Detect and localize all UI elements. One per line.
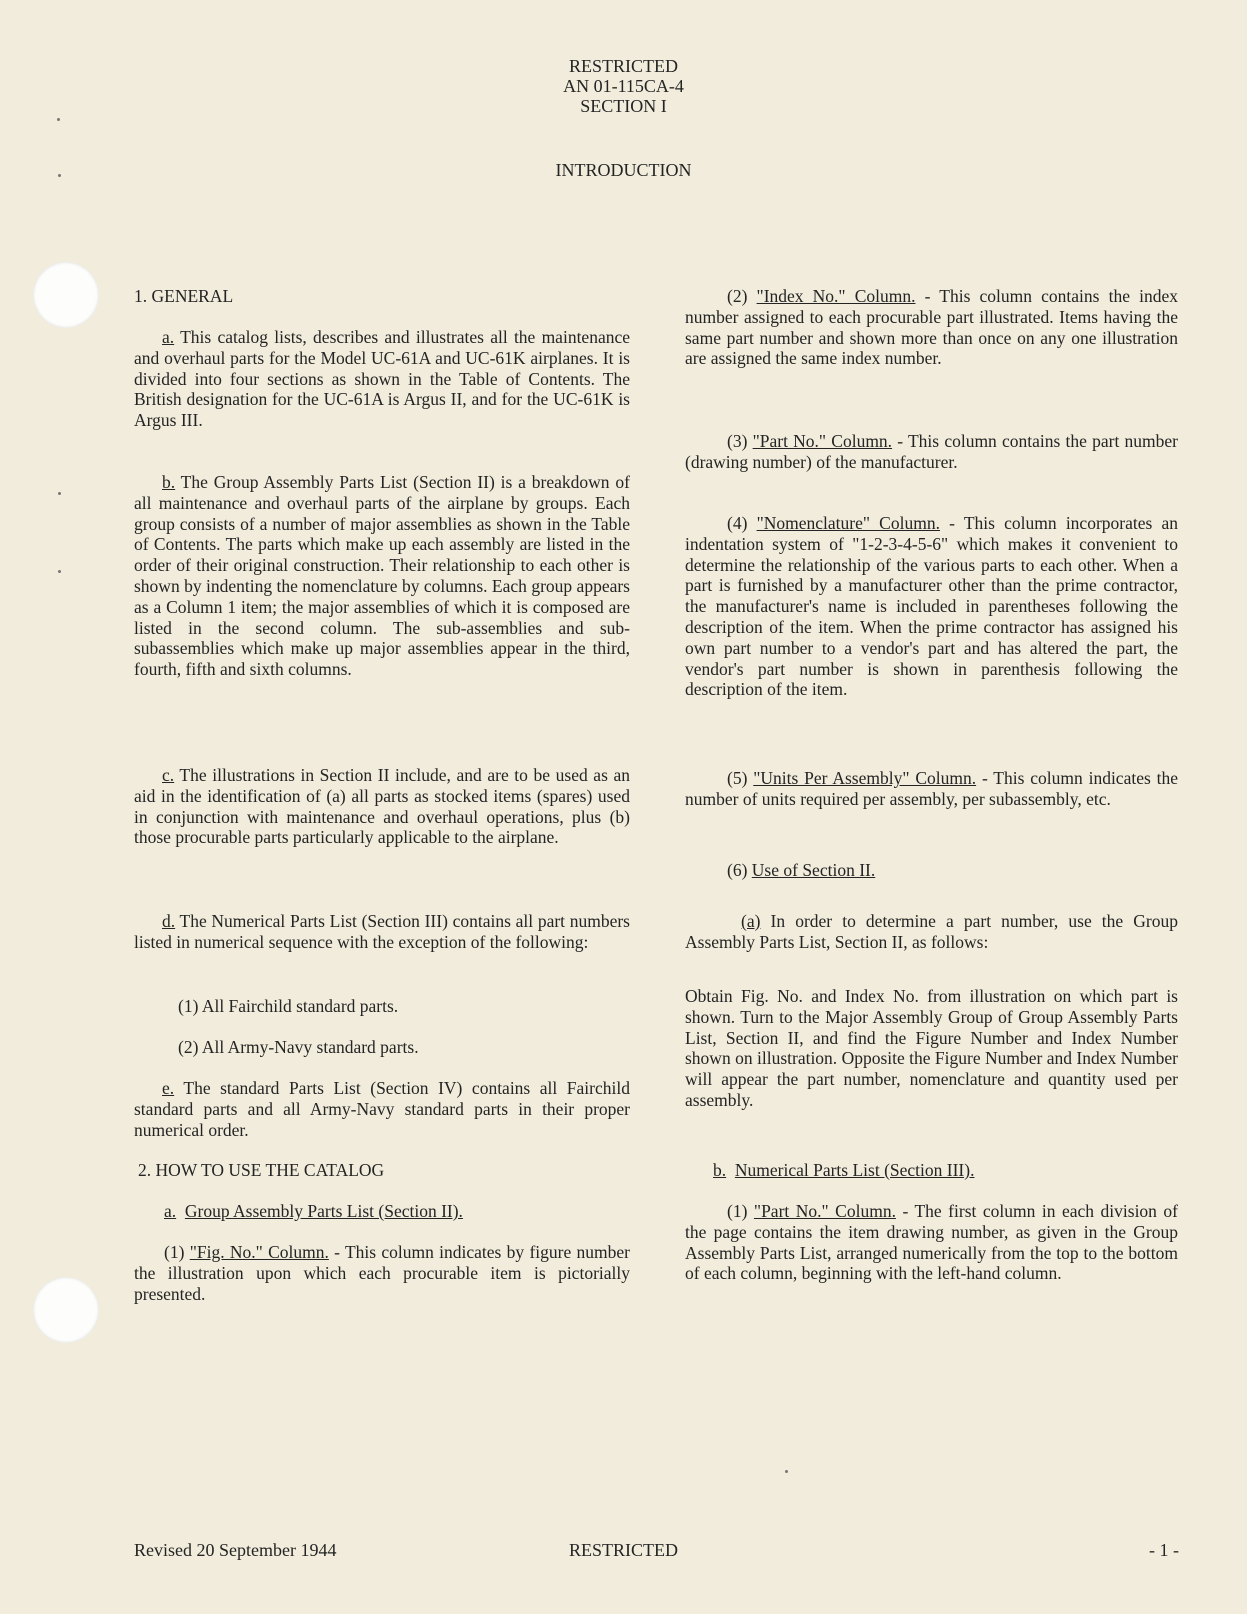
subheading-title: Use of Section II.	[751, 860, 876, 880]
subheading-letter: b.	[713, 1160, 727, 1180]
list-item-army-navy: (2) All Army-Navy standard parts.	[178, 1037, 419, 1057]
binder-hole-bottom	[33, 1277, 99, 1343]
paragraph-1d	[134, 911, 630, 953]
header-document-number: AN 01-115CA-4	[563, 76, 684, 96]
paragraph-number: (3)	[727, 431, 753, 451]
paragraph-1e	[134, 1078, 630, 1140]
paragraph-title: "Index No." Column.	[756, 286, 916, 306]
paragraph-letter: (a)	[741, 911, 761, 931]
paper-speck	[785, 1470, 788, 1473]
paragraph-text: - This column indicates by figure number the illustration upon which each procurable item is pictorially presented.	[134, 1242, 631, 1304]
paragraph-text: The standard Parts List (Section IV) contains all Fairchild standard parts and all Army-Navy standard parts in their proper numerical order.	[134, 1078, 630, 1140]
paper-speck	[57, 118, 60, 121]
paragraph-text: The illustrations in Section II include, and are to be used as an aid in the identification of (a) all parts as stocked items (spares) used in conjunction with maintenance and overhaul operations, plus (b) those procurable parts particularly applicable to the airplane.	[134, 765, 630, 848]
subheading-2b	[713, 1160, 1178, 1181]
paragraph-number: (1)	[164, 1242, 190, 1262]
paragraph-text: The Group Assembly Parts List (Section II) is a breakdown of all maintenance and overhaul parts of the airplane by groups. Each group consists of a number of major assemblies as shown in the Table of Contents. The parts which make up each assembly are listed in the order of their original construction. Their relationship to each other is shown by indenting the nomenclature by columns. Each group appears as a Column 1 item; the major assemblies of which it is composed are listed in the second column. The sub-assemblies and sub-subassemblies which make up major assemblies appear in the third, fourth, fifth and sixth columns.	[134, 472, 630, 680]
paragraph-letter: e.	[162, 1078, 175, 1098]
paragraph-text: - This column indicates the number of units required per assembly, per subassembly, etc.	[685, 768, 1178, 809]
paragraph-number: (5)	[727, 768, 754, 788]
paragraph-title: "Units Per Assembly" Column.	[753, 768, 977, 788]
page-number: - 1 -	[1149, 1540, 1179, 1560]
paragraph-title: "Part No." Column.	[753, 1201, 896, 1221]
paragraph-letter: d.	[162, 911, 176, 931]
paragraph-units-per-assembly	[685, 768, 1178, 810]
paragraph-1b	[134, 472, 630, 680]
heading-general: 1. GENERAL	[134, 286, 234, 306]
paragraph-number: (1)	[727, 1201, 754, 1221]
paragraph-title: "Part No." Column.	[752, 431, 893, 451]
paragraph-text: In order to determine a part number, use the Group Assembly Parts List, Section II, as follows:	[685, 911, 1178, 952]
subheading-2a	[164, 1201, 630, 1222]
paragraph-fig-no	[134, 1242, 630, 1304]
subheading-use-of-section-ii	[727, 860, 1178, 881]
binder-hole-top	[33, 262, 99, 328]
paragraph-title: "Nomenclature" Column.	[756, 513, 940, 533]
paragraph-number: (4)	[727, 513, 757, 533]
paragraph-text: This catalog lists, describes and illustrates all the maintenance and overhaul parts for the Model UC-61A and UC-61K airplanes. It is divided into four sections as shown in the Table of Contents. The British designation for the UC-61A is Argus II, and for the UC-61K is Argus III.	[134, 327, 630, 431]
paragraph-text: - This column contains the index number assigned to each procurable part illustrated. Items having the same part number and shown more than once on any one illustration are assigned the same index number.	[685, 286, 1178, 369]
paragraph-number: (2)	[727, 286, 757, 306]
paragraph-6a	[685, 911, 1178, 953]
subheading-title: Group Assembly Parts List (Section II).	[184, 1201, 463, 1221]
paragraph-index-no	[685, 286, 1178, 369]
header-section: SECTION I	[580, 96, 667, 116]
subheading-letter: a.	[164, 1201, 177, 1221]
paragraph-number: (6)	[727, 860, 752, 880]
footer-restricted: RESTRICTED	[568, 1540, 678, 1560]
paragraph-letter: b.	[162, 472, 176, 492]
paragraph-1c	[134, 765, 630, 848]
paragraph-numerical-part-no	[685, 1201, 1178, 1284]
paragraph-title: "Fig. No." Column.	[189, 1242, 329, 1262]
paragraph-letter: a.	[162, 327, 175, 347]
heading-how-to-use: 2. HOW TO USE THE CATALOG	[138, 1160, 385, 1180]
paragraph-text: - This column incorporates an indentation system of "1-2-3-4-5-6" which makes it convenient to determine the relationship of the various parts to each other. When a part is furnished by a manufacturer other than the prime contractor, the manufacturer's name is included in parentheses following the description of the item. When the prime contractor has assigned his own part number to a vendor's part and has altered the part, the vendor's part number is shown in parenthesis following the description of the item.	[685, 513, 1179, 700]
paper-speck	[58, 492, 61, 495]
paper-speck	[58, 570, 61, 573]
header-restricted: RESTRICTED	[568, 56, 678, 76]
paragraph-text: - The first column in each division of the page contains the item drawing number, as given in the Group Assembly Parts List, arranged numerically from the top to the bottom of each column, beginning with the left-hand column.	[685, 1201, 1179, 1284]
paragraph-obtain: Obtain Fig. No. and Index No. from illustration on which part is shown. Turn to the Major Assembly Group of Group Assembly Parts List, Section II, and find the Figure Number and Index Number shown on illustration. Opposite the Figure Number and Index Number will appear the part number, nomenclature and quantity used per assembly.	[685, 986, 1178, 1110]
paragraph-text: The Numerical Parts List (Section III) contains all part numbers listed in numerical sequence with the exception of the following:	[134, 911, 630, 952]
list-item-fairchild: (1) All Fairchild standard parts.	[178, 996, 399, 1016]
paragraph-text: - This column contains the part number (drawing number) of the manufacturer.	[685, 431, 1179, 472]
paragraph-nomenclature	[685, 513, 1178, 700]
page-title: INTRODUCTION	[555, 160, 692, 180]
paragraph-letter: c.	[162, 765, 175, 785]
subheading-title: Numerical Parts List (Section III).	[734, 1160, 975, 1180]
footer-revised-date: Revised 20 September 1944	[134, 1540, 337, 1560]
paragraph-1a	[134, 327, 630, 431]
paragraph-part-no	[685, 431, 1178, 473]
